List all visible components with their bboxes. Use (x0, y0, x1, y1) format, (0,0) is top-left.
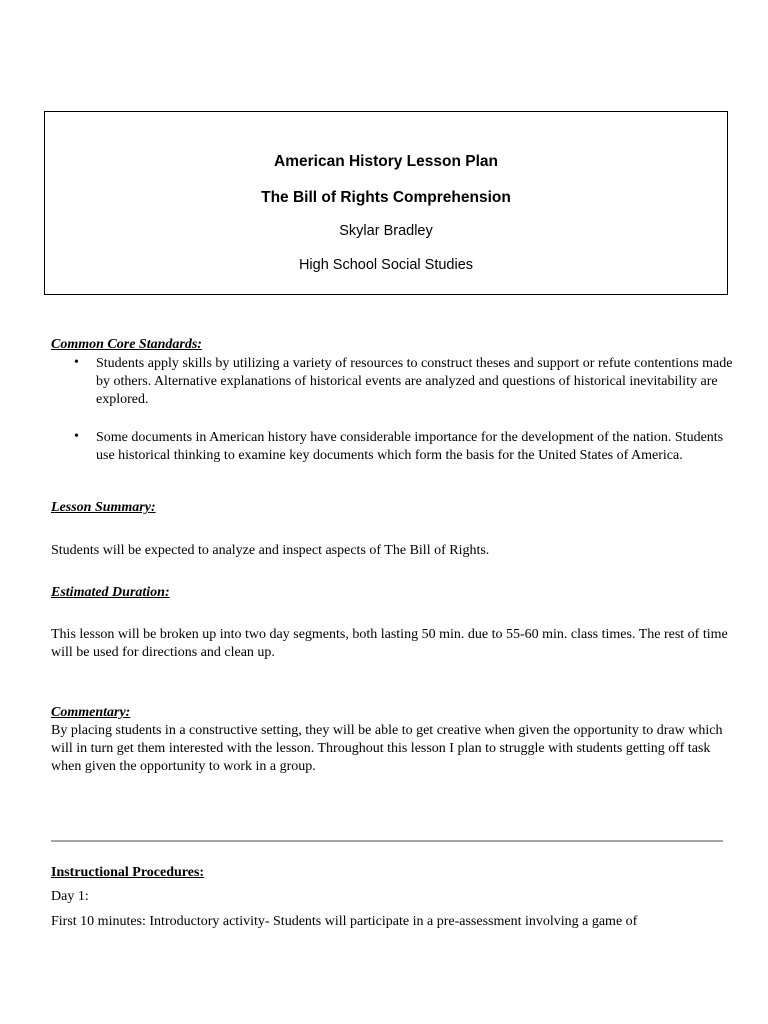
section-divider (51, 840, 723, 842)
duration-text: This lesson will be broken up into two day segments, both lasting 50 min. due to 55-60 min. class times. The rest of time will be used for directions and clean up. (51, 627, 728, 660)
duration-heading: Estimated Duration: (51, 585, 170, 600)
document-subtitle: The Bill of Rights Comprehension (261, 189, 511, 206)
bullet-icon: • (74, 355, 79, 370)
bullet-icon: • (74, 429, 79, 444)
procedure-line: First 10 minutes: Introductory activity- Students will participate in a pre-assessment involving a game of (51, 914, 638, 929)
title-box (44, 111, 728, 295)
author-name: Skylar Bradley (339, 223, 433, 239)
procedures-heading: Instructional Procedures: (51, 865, 205, 880)
summary-text: Students will be expected to analyze and inspect aspects of The Bill of Rights. (51, 543, 490, 558)
course-name: High School Social Studies (298, 257, 474, 273)
summary-heading: Lesson Summary: (51, 500, 156, 515)
day-label: Day 1: (51, 889, 89, 904)
standard-item: Some documents in American history have considerable importance for the development of the nation. Students use historical thinking to examine key documents which form the basis for the United States of America. (96, 430, 724, 463)
document-title: American History Lesson Plan (274, 153, 498, 170)
standard-item: Students apply skills by utilizing a variety of resources to construct theses and support or refute contentions made by others. Alternative explanations of historical events are analyzed and questions of historical inevitability are explored. (96, 356, 733, 407)
standards-heading: Common Core Standards: (51, 337, 202, 352)
commentary-text: By placing students in a constructive setting, they will be able to get creative when given the opportunity to draw which will in turn get them interested with the lesson. Throughout this lesson I plan to struggle with students getting off task when given the opportunity to work in a group. (51, 723, 723, 774)
commentary-heading: Commentary: (51, 705, 131, 720)
